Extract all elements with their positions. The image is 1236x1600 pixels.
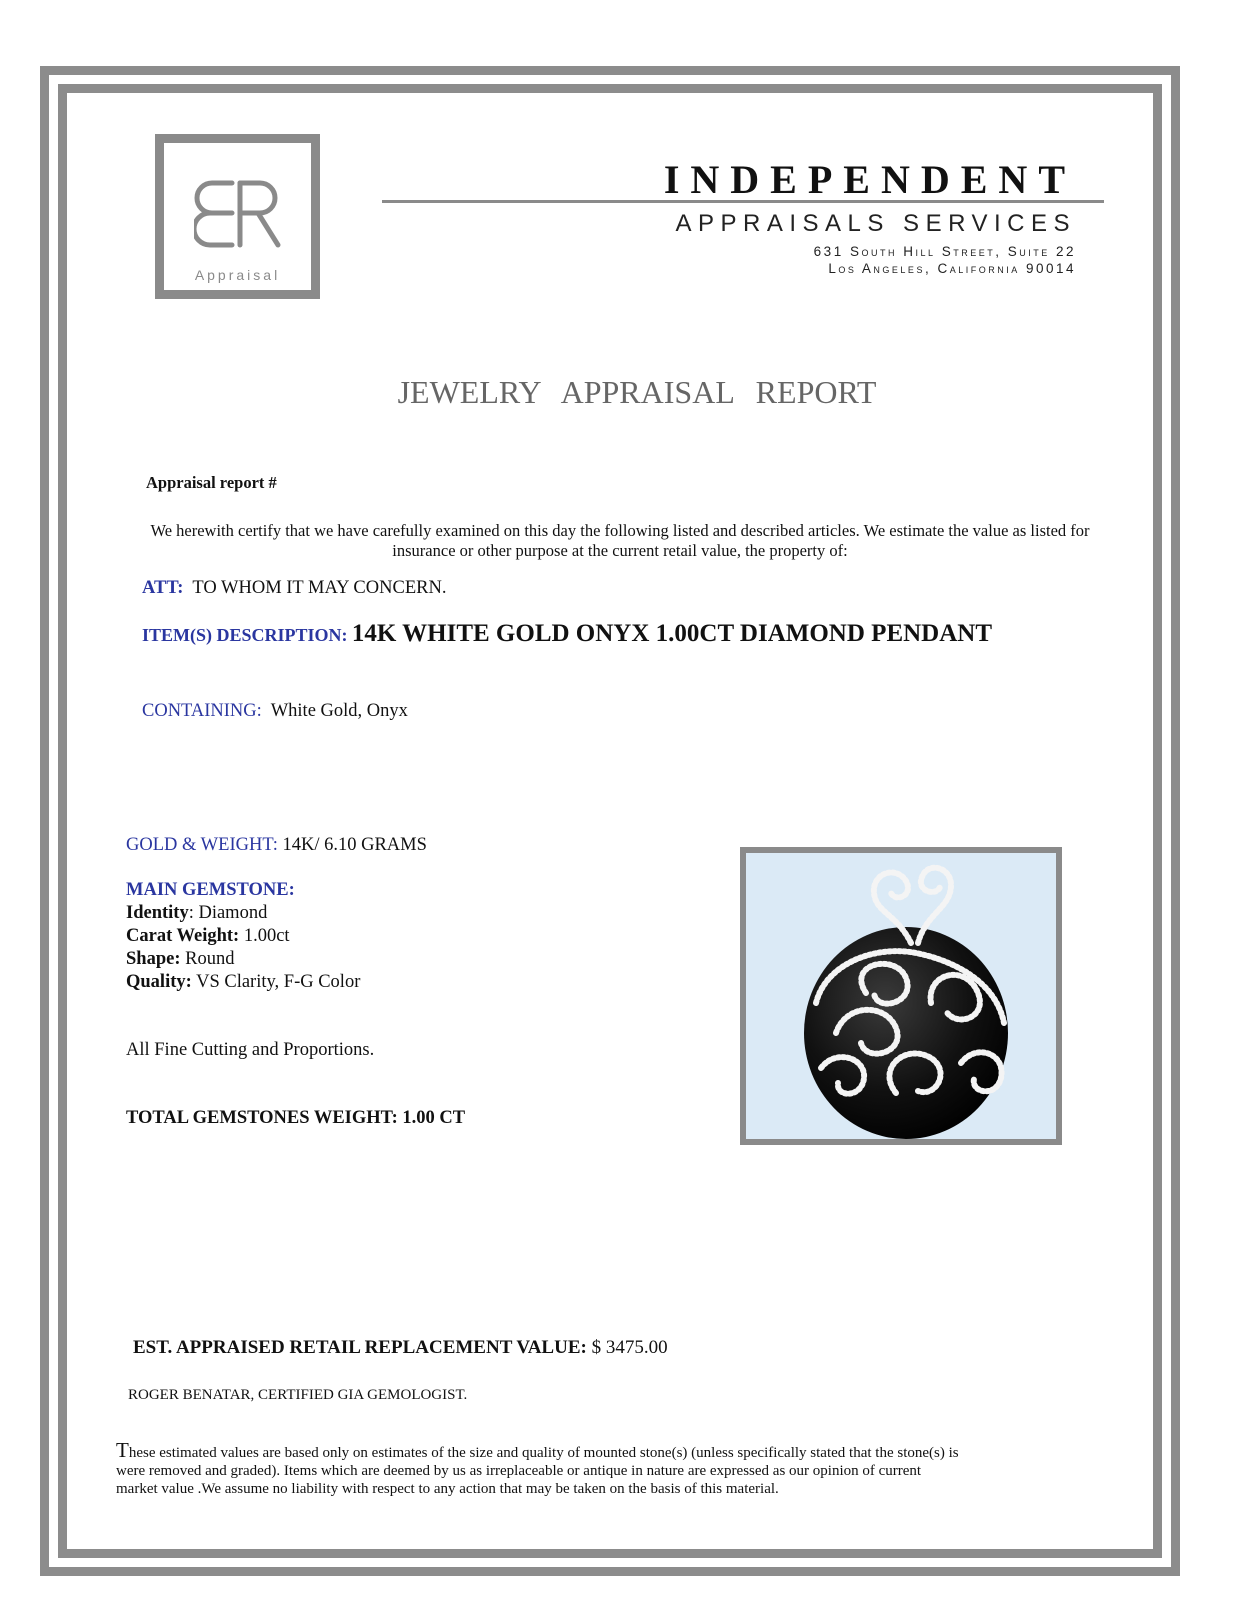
disclaimer-line3: market value .We assume no liability with respect to any action that may be taken on the basis of this material. [116,1481,779,1497]
identity-line [126,903,267,924]
item-description-line [142,620,992,648]
company-logo [155,134,320,299]
containing-label: CONTAINING: [142,701,262,721]
shape-label: Shape: [126,949,181,969]
item-value: 14K WHITE GOLD ONYX 1.00CT DIAMOND PENDANT [351,620,993,647]
disclaimer-line2: were removed and graded). Items which are deemed by us as irreplaceable or antique in nature are expressed as our opinion of current [116,1463,922,1479]
containing-line [142,701,408,722]
main-gemstone-heading: MAIN GEMSTONE: [126,880,295,900]
shape-line [126,949,234,970]
company-address-line1: 631 South Hill Street, Suite 22 [813,244,1076,259]
quality-line [126,972,360,993]
disclaimer-first-letter: T [116,1438,129,1462]
disclaimer-line1-text: hese estimated values are based only on estimates of the size and quality of mounted stone(s) (unless specifically stated that the stone(s) is [128,1445,959,1461]
company-subtitle: APPRAISALS SERVICES [675,210,1076,237]
shape-value: Round [185,949,235,969]
carat-value: 1.00ct [243,926,290,946]
gold-weight-line [126,835,427,856]
total-gemstones-weight: TOTAL GEMSTONES WEIGHT: 1.00 CT [126,1108,466,1128]
appraised-value-label: EST. APPRAISED RETAIL REPLACEMENT VALUE: [133,1337,587,1358]
report-number-label: Appraisal report # [146,473,277,492]
disclaimer-line1 [116,1438,1016,1462]
carat-line [126,926,290,947]
identity-label: Identity [126,903,189,923]
att-label: ATT: [142,578,184,598]
quality-label: Quality: [126,972,192,992]
carat-label: Carat Weight: [126,926,240,946]
company-address-line2: Los Angeles, California 90014 [828,261,1076,276]
pendant-photo [740,847,1062,1145]
gold-value: 14K/ 6.10 GRAMS [282,835,427,855]
company-name: INDEPENDENT [663,157,1076,202]
logo-subtitle: Appraisal [194,267,281,283]
att-value: TO WHOM IT MAY CONCERN. [192,578,447,598]
cutting-note: All Fine Cutting and Proportions. [126,1040,375,1060]
appraised-value-line [133,1337,668,1359]
report-title: JEWELRY APPRAISAL REPORT [397,374,877,410]
identity-value: : Diamond [188,903,268,923]
appraised-value-amount: $ 3475.00 [591,1337,668,1358]
containing-value: White Gold, Onyx [270,701,408,721]
br-monogram-icon [194,177,294,249]
certification-text: We herewith certify that we have carefully examined on this day the following listed and described articles. We estimate the value as listed for insurance or other purpose at the current retail value, the property of: [150,521,1090,560]
gold-label: GOLD & WEIGHT: [126,835,278,855]
item-label: ITEM(S) DESCRIPTION: [142,625,348,645]
disclaimer [116,1438,1016,1498]
att-line [142,578,446,599]
quality-value: VS Clarity, F-G Color [196,972,361,992]
onyx-pendant-icon [746,853,1056,1139]
gemologist-signature-line: ROGER BENATAR, CERTIFIED GIA GEMOLOGIST. [128,1387,468,1403]
